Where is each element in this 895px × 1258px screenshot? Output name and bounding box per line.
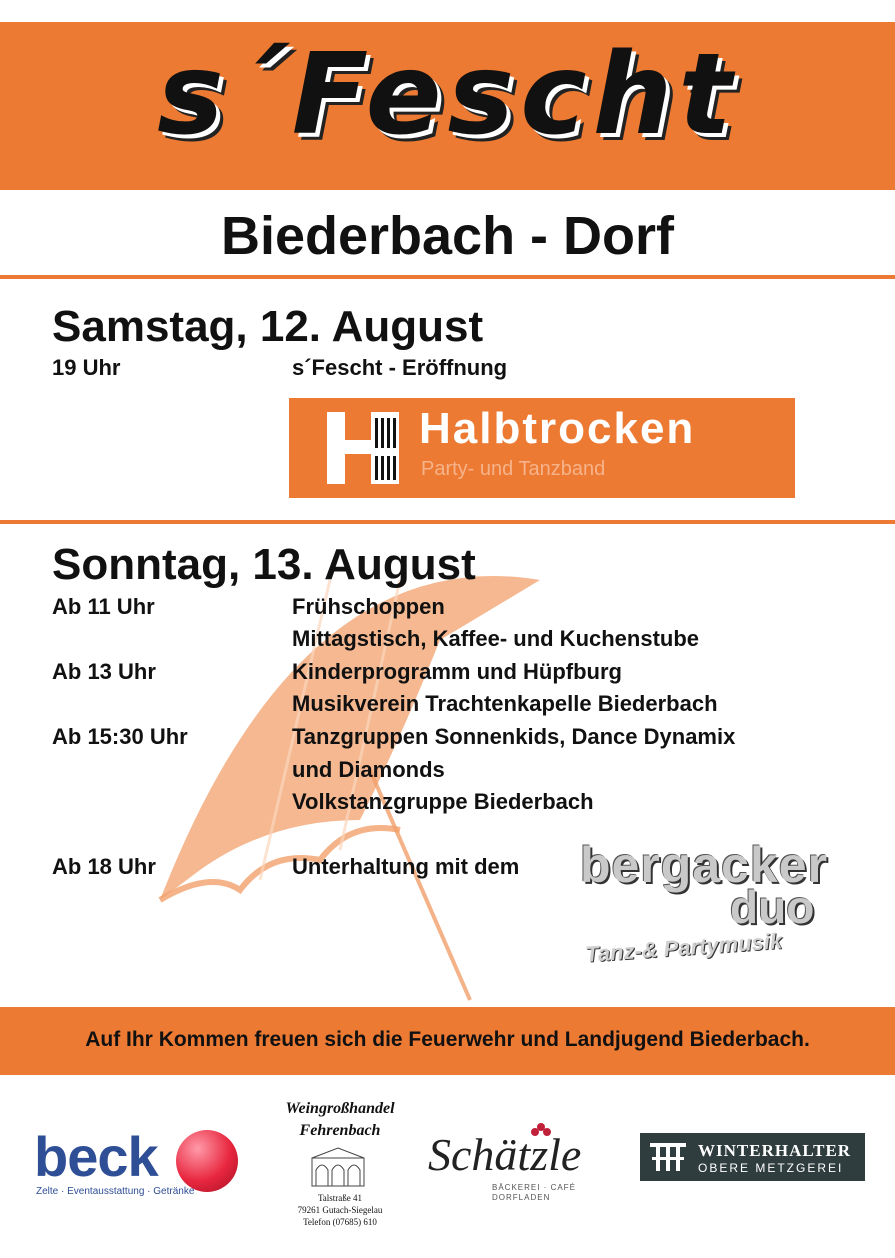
poster-subtitle: Biederbach - Dorf bbox=[220, 206, 675, 266]
beck-tagline: Zelte · Eventausstattung · Getränke bbox=[36, 1186, 195, 1197]
schedule-time: Ab 13 Uhr bbox=[52, 659, 156, 684]
weingrosshandel-address bbox=[285, 1192, 395, 1228]
winterhalter-emblem-icon bbox=[648, 1139, 688, 1175]
bergacker-duo-tagline: Tanz-& Partymusik bbox=[584, 928, 783, 967]
schedule-event: Frühschoppen bbox=[292, 594, 445, 619]
address-line: Talstraße 41 bbox=[317, 1193, 363, 1203]
footer-message: Auf Ihr Kommen freuen sich die Feuerwehr und Landjugend Biederbach. bbox=[85, 1028, 810, 1051]
schedule-event: Mittagstisch, Kaffee- und Kuchenstube bbox=[292, 626, 700, 651]
piano-h-icon bbox=[325, 410, 401, 486]
schaetzle-sub-line: DORFLADEN bbox=[492, 1193, 551, 1202]
winterhalter-subtitle: OBERE METZGEREI bbox=[698, 1161, 844, 1175]
schedule-event: Volkstanzgruppe Biederbach bbox=[292, 789, 594, 814]
schedule-event: Kinderprogramm und Hüpfburg bbox=[292, 659, 622, 684]
weingrosshandel-title bbox=[270, 1098, 410, 1142]
schedule-time: Ab 15:30 Uhr bbox=[52, 724, 188, 749]
schaetzle-logo-text: Schätzle bbox=[428, 1129, 582, 1180]
divider-stripe bbox=[0, 520, 895, 524]
beck-ball-icon bbox=[176, 1130, 238, 1192]
saturday-heading: Samstag, 12. August bbox=[52, 302, 484, 351]
bergacker-duo-logo-line1: bergacker bbox=[580, 837, 829, 893]
halbtrocken-logo bbox=[289, 398, 795, 498]
weingrosshandel-title-line1: Weingroßhandel bbox=[285, 1100, 395, 1117]
saturday-event: s´Fescht - Eröffnung bbox=[292, 355, 508, 380]
winterhalter-logo bbox=[640, 1133, 865, 1181]
band-name: Halbtrocken bbox=[419, 404, 696, 453]
schaetzle-subtitle bbox=[492, 1183, 576, 1203]
address-line: Telefon (07685) 610 bbox=[303, 1217, 377, 1227]
schaetzle-sub-line: BÄCKEREI · CAFÉ bbox=[492, 1183, 576, 1192]
schedule-time: Ab 18 Uhr bbox=[52, 854, 156, 879]
schedule-event: und Diamonds bbox=[292, 757, 445, 782]
band-tagline: Party- und Tanzband bbox=[421, 458, 606, 480]
divider-stripe bbox=[0, 275, 895, 279]
winterhalter-name: WINTERHALTER bbox=[698, 1141, 852, 1160]
schedule-event: Unterhaltung mit dem bbox=[292, 854, 520, 879]
schedule-time: Ab 11 Uhr bbox=[52, 594, 155, 619]
sunday-heading: Sonntag, 13. August bbox=[52, 540, 476, 589]
building-sketch-icon bbox=[310, 1146, 366, 1188]
bergacker-duo-logo-line2: duo bbox=[730, 881, 815, 933]
address-line: 79261 Gutach-Siegelau bbox=[297, 1205, 383, 1215]
schedule-event: Tanzgruppen Sonnenkids, Dance Dynamix bbox=[292, 724, 736, 749]
weingrosshandel-title-line2: Fehrenbach bbox=[299, 1122, 381, 1139]
schedule-event: Musikverein Trachtenkapelle Biederbach bbox=[292, 691, 718, 716]
poster-title: s´Fescht bbox=[157, 30, 738, 160]
saturday-time: 19 Uhr bbox=[52, 355, 121, 380]
beck-logo-text: beck bbox=[34, 1125, 158, 1188]
